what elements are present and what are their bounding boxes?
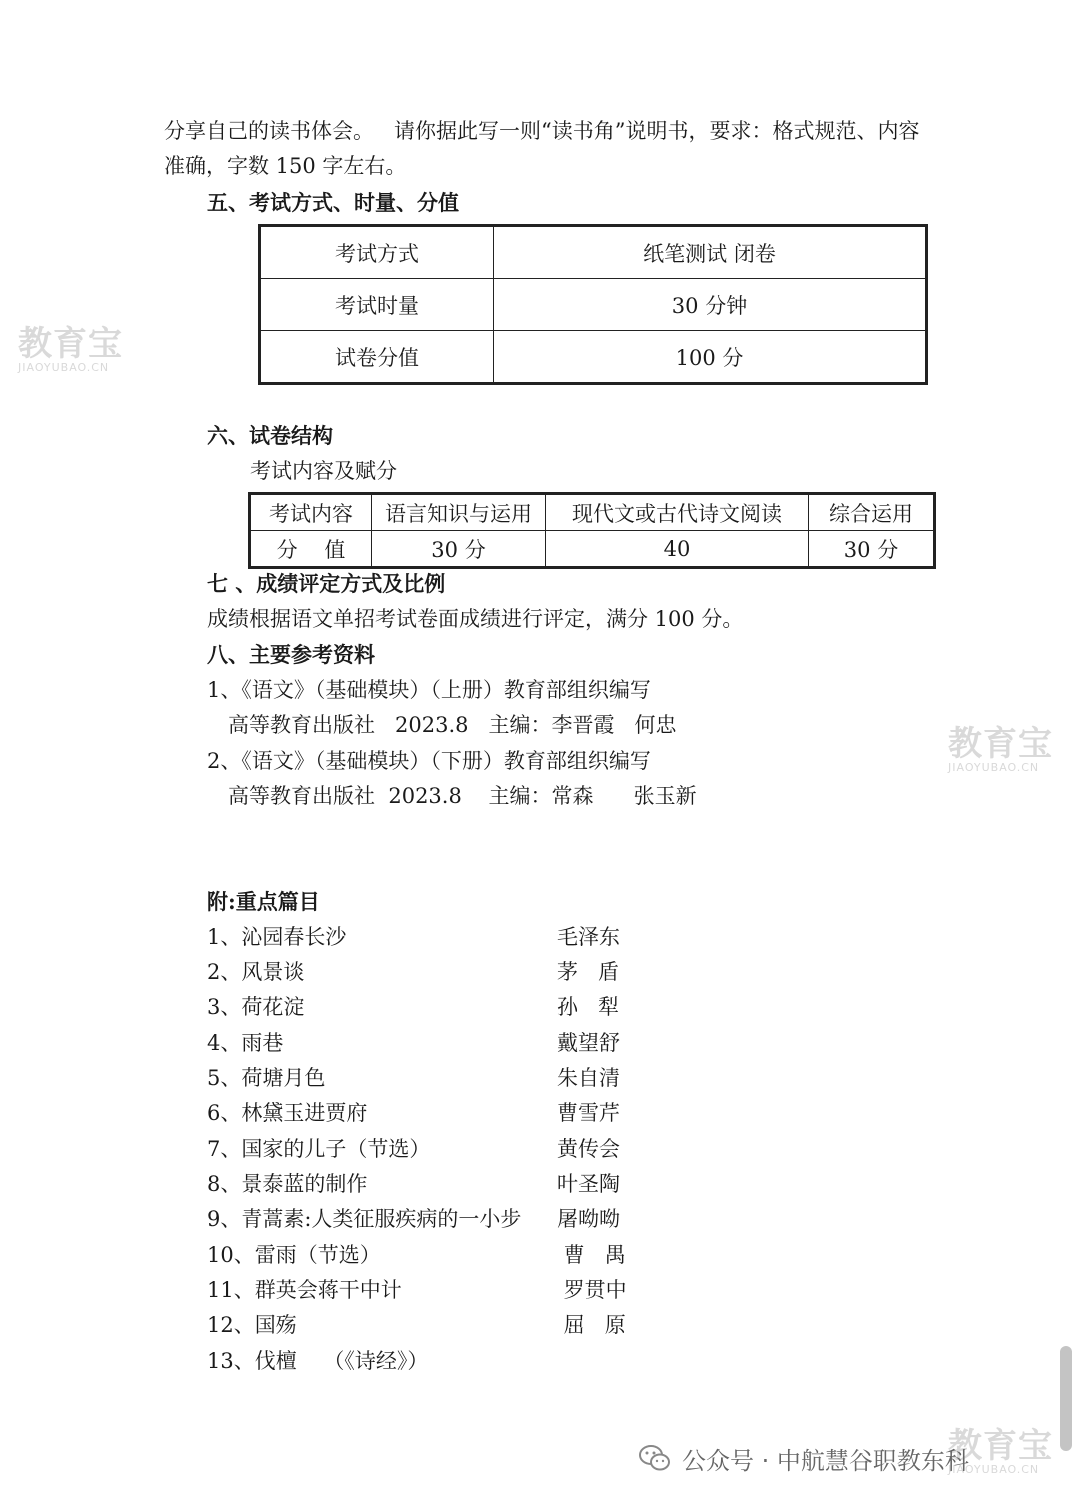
list-item bbox=[207, 1204, 647, 1234]
item-title: 12、国殇 bbox=[207, 1313, 297, 1337]
table-row bbox=[250, 531, 935, 568]
table-cell: 考试时量 bbox=[260, 279, 494, 331]
item-author: 朱自清 bbox=[557, 1066, 620, 1090]
table-cell: 现代文或古代诗文阅读 bbox=[546, 494, 809, 531]
item-author: 毛泽东 bbox=[557, 925, 620, 949]
section-7-text: 成绩根据语文单招考试卷面成绩进行评定，满分 100 分。 bbox=[207, 607, 744, 631]
watermark-url: JIAOYUBAO.CN bbox=[948, 1463, 1040, 1476]
list-item bbox=[207, 957, 647, 987]
item-title: 13、伐檀 （《诗经》） bbox=[207, 1349, 429, 1373]
reference-2-line-1: 2、《语文》（基础模块）（下册）教育部组织编写 bbox=[207, 749, 651, 773]
table-cell: 30 分 bbox=[809, 531, 935, 568]
appendix-heading: 附:重点篇目 bbox=[207, 889, 320, 914]
table-cell: 40 bbox=[546, 531, 809, 568]
list-item bbox=[207, 1169, 647, 1199]
table-cell: 30 分 bbox=[372, 531, 546, 568]
list-item bbox=[207, 1310, 647, 1340]
wechat-icon bbox=[638, 1441, 672, 1475]
reference-2-line-2: 高等教育出版社 2023.8 主编：常森 张玉新 bbox=[228, 784, 697, 808]
table-cell: 30 分钟 bbox=[494, 279, 927, 331]
list-item bbox=[207, 1240, 647, 1270]
table-cell: 考试内容 bbox=[250, 494, 372, 531]
list-item bbox=[207, 1063, 647, 1093]
item-author: 孙 犁 bbox=[557, 995, 620, 1019]
table-row bbox=[260, 226, 927, 279]
list-item bbox=[207, 1028, 647, 1058]
table-cell: 考试方式 bbox=[260, 226, 494, 279]
item-author: 叶圣陶 bbox=[557, 1172, 620, 1196]
watermark-url: JIAOYUBAO.CN bbox=[18, 361, 110, 374]
reference-1-line-2: 高等教育出版社 2023.8 主编：李晋霞 何忠 bbox=[228, 713, 677, 737]
list-item bbox=[207, 922, 647, 952]
item-title: 4、雨巷 bbox=[207, 1031, 284, 1055]
watermark-url: JIAOYUBAO.CN bbox=[948, 761, 1040, 774]
item-author: 曹雪芹 bbox=[557, 1101, 620, 1125]
item-author: 黄传会 bbox=[557, 1137, 620, 1161]
item-title: 5、荷塘月色 bbox=[207, 1066, 326, 1090]
item-author: 戴望舒 bbox=[557, 1031, 620, 1055]
watermark-text: 教育宝 bbox=[18, 324, 123, 364]
item-title: 10、雷雨（节选） bbox=[207, 1243, 381, 1267]
item-title: 2、风景谈 bbox=[207, 960, 305, 984]
item-author: 茅 盾 bbox=[557, 960, 620, 984]
item-title: 6、林黛玉进贾府 bbox=[207, 1101, 368, 1125]
table-cell: 语言知识与运用 bbox=[372, 494, 546, 531]
intro-line-1: 分享自己的读书体会。 请你据此写一则“读书角”说明书，要求：格式规范、内容 bbox=[164, 119, 920, 143]
item-title: 9、青蒿素:人类征服疾病的一小步 bbox=[207, 1207, 522, 1231]
item-author: 屠呦呦 bbox=[557, 1207, 620, 1231]
list-item bbox=[207, 1098, 647, 1128]
section-5-heading: 五、考试方式、时量、分值 bbox=[207, 190, 459, 215]
item-title: 1、沁园春长沙 bbox=[207, 925, 347, 949]
section-6-subtitle: 考试内容及赋分 bbox=[250, 459, 397, 483]
watermark-logo bbox=[18, 326, 123, 374]
exam-structure-table bbox=[248, 492, 936, 569]
table-cell: 纸笔测试 闭卷 bbox=[494, 226, 927, 279]
table-cell: 综合运用 bbox=[809, 494, 935, 531]
table-row bbox=[250, 494, 935, 531]
watermark-logo bbox=[948, 726, 1053, 774]
table-row bbox=[260, 331, 927, 384]
item-title: 11、群英会蒋干中计 bbox=[207, 1278, 402, 1302]
section-8-heading: 八、主要参考资料 bbox=[207, 642, 375, 667]
footer-text: 公众号 · 中航慧谷职教东科 bbox=[682, 1446, 969, 1475]
intro-line-2: 准确，字数 150 字左右。 bbox=[164, 154, 407, 178]
watermark-text: 教育宝 bbox=[948, 724, 1053, 764]
table-cell: 试卷分值 bbox=[260, 331, 494, 384]
table-row bbox=[260, 279, 927, 331]
item-author: 曹 禺 bbox=[557, 1243, 626, 1267]
item-author: 罗贯中 bbox=[557, 1278, 627, 1302]
exam-method-table bbox=[258, 224, 928, 385]
section-6-heading: 六、试卷结构 bbox=[207, 423, 333, 448]
wechat-footer bbox=[638, 1438, 969, 1478]
item-title: 3、荷花淀 bbox=[207, 995, 305, 1019]
item-title: 8、景泰蓝的制作 bbox=[207, 1172, 368, 1196]
list-item bbox=[207, 1275, 647, 1305]
watermark-text: 教育宝 bbox=[948, 1426, 1053, 1466]
table-cell: 分 值 bbox=[250, 531, 372, 568]
table-cell: 100 分 bbox=[494, 331, 927, 384]
item-author: 屈 原 bbox=[557, 1313, 626, 1337]
item-title: 7、国家的儿子（节选） bbox=[207, 1137, 431, 1161]
list-item bbox=[207, 992, 647, 1022]
scrollbar-thumb[interactable] bbox=[1060, 1346, 1072, 1451]
list-item bbox=[207, 1134, 647, 1164]
list-item bbox=[207, 1346, 647, 1376]
reference-1-line-1: 1、《语文》（基础模块）（上册）教育部组织编写 bbox=[207, 678, 651, 702]
section-7-heading: 七 、成绩评定方式及比例 bbox=[207, 571, 446, 596]
